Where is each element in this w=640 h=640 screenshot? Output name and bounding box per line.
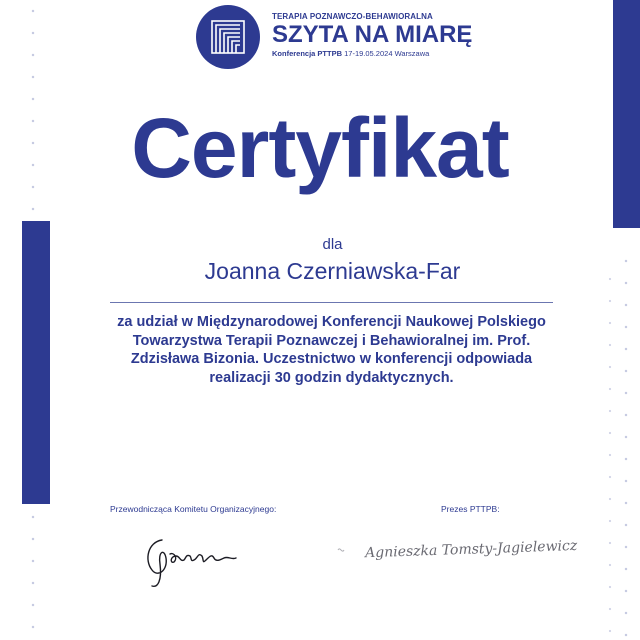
for-label: dla xyxy=(322,236,343,253)
recipient-name: Joanna Czerniawska-Far xyxy=(204,258,461,284)
logo-title: SZYTA NA MIARĘ xyxy=(272,21,473,48)
decorative-dots-right xyxy=(624,250,628,640)
svg-text:Agnieszka Tomsty-Jagielewicz: Agnieszka Tomsty-Jagielewicz xyxy=(364,537,578,562)
decorative-dots-right-inner xyxy=(608,268,612,640)
logo-conference-details: 17-19.05.2024 Warszawa xyxy=(344,49,430,58)
left-signature-label: Przewodnicząca Komitetu Organizacyjnego: xyxy=(110,504,277,514)
conference-logo-icon xyxy=(196,5,260,69)
left-signature xyxy=(140,530,250,590)
logo-conference-name: Konferencja PTTPB xyxy=(272,49,343,58)
logo-conference xyxy=(272,49,512,58)
right-signature-label: Prezes PTTPB: xyxy=(441,504,500,514)
certificate-body: za udział w Międzynarodowej Konferencji Naukowej Polskiego Towarzystwa Terapii Poznawczej i Behawioralnej im. Prof. Zdzisława Bizonia. Uczestnictwo w konferencji odpowiada realizacji 30 godzin dydaktycznych. xyxy=(117,314,546,386)
divider-line xyxy=(110,302,553,303)
logo-subtitle: TERAPIA POZNAWCZO-BEHAWIORALNA xyxy=(272,12,433,21)
certificate-title: Certyfikat xyxy=(131,101,509,195)
right-signature xyxy=(330,528,590,568)
conference-logo-text xyxy=(272,12,512,58)
